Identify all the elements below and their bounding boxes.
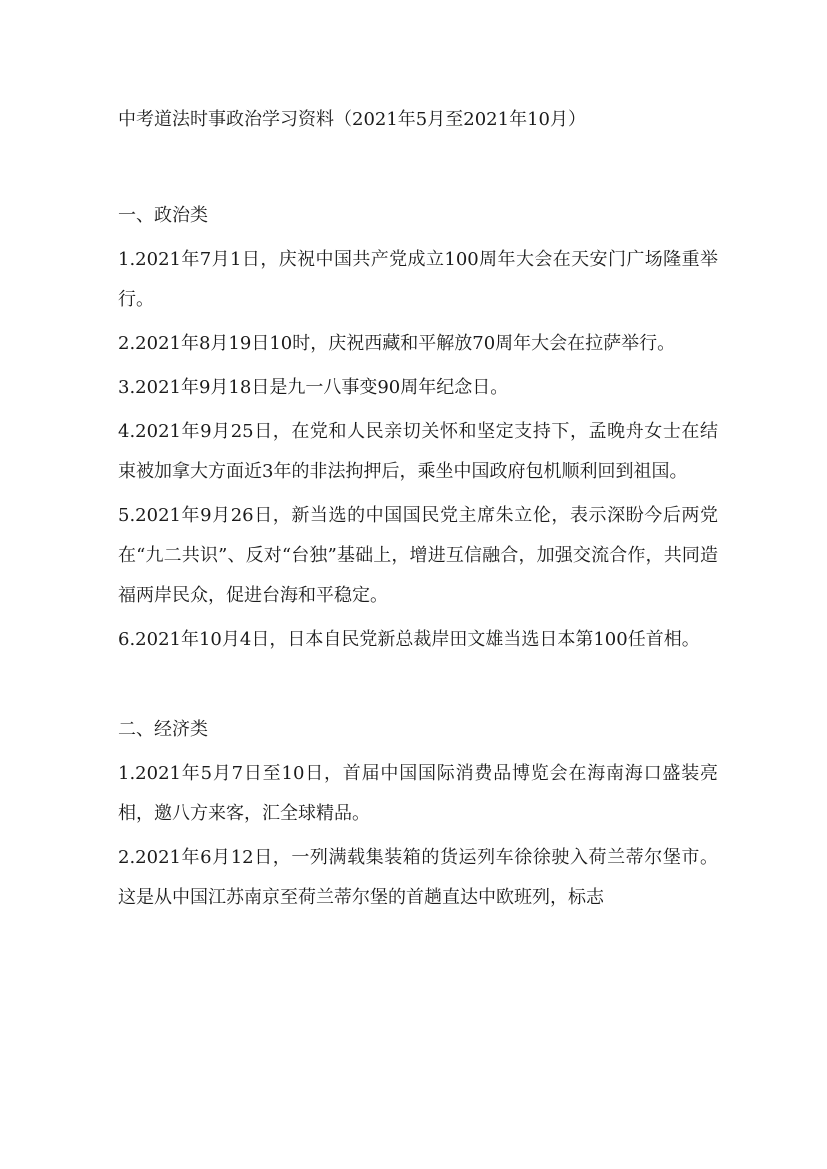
paragraph-item: 4.2021年9月25日，在党和人民亲切关怀和坚定支持下，孟晚舟女士在结束被加拿大方面近3年的非法拘押后，乘坐中国政府包机顺利回到祖国。 — [118, 421, 718, 482]
paragraph-item: 3.2021年9月18日是九一八事变90周年纪念日。 — [118, 377, 509, 398]
paragraph-item: 6.2021年10月4日，日本自民党新总裁岸田文雄当选日本第100任首相。 — [118, 629, 700, 650]
paragraph-item: 2.2021年8月19日10时，庆祝西藏和平解放70周年大会在拉萨举行。 — [118, 333, 676, 354]
section-economy — [118, 710, 718, 918]
paragraph-item: 1.2021年7月1日，庆祝中国共产党成立100周年大会在天安门广场隆重举行。 — [118, 249, 718, 310]
paragraph-item: 5.2021年9月26日，新当选的中国国民党主席朱立伦，表示深盼今后两党在“九二共识”、反对“台独”基础上，增进互信融合，加强交流合作，共同造福两岸民众，促进台海和平稳定。 — [118, 505, 718, 606]
paragraph-item: 1.2021年5月7日至10日，首届中国国际消费品博览会在海南海口盛装亮相，邀八方来客，汇全球精品。 — [118, 763, 718, 824]
section-heading: 二、经济类 — [118, 719, 208, 740]
document-title: 中考道法时事政治学习资料（2021年5月至2021年10月） — [118, 109, 586, 130]
paragraph-item: 2.2021年6月12日，一列满载集装箱的货运列车徐徐驶入荷兰蒂尔堡市。这是从中国江苏南京至荷兰蒂尔堡的首趟直达中欧班列，标志 — [118, 847, 718, 908]
section-politics — [118, 196, 718, 660]
document-body — [118, 100, 718, 968]
section-heading: 一、政治类 — [118, 205, 208, 226]
